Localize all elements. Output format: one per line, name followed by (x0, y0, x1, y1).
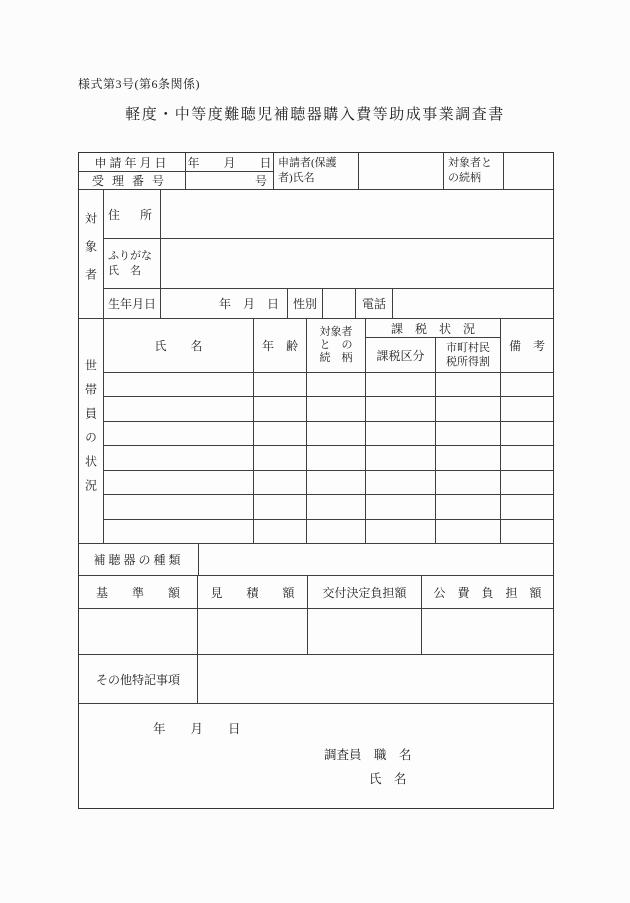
standard-amount-header: 基 準 額 (79, 576, 198, 608)
household-relation-cell (307, 471, 366, 494)
household-tax-division-cell (366, 471, 436, 494)
application-date-field: 年 月 日 (186, 153, 273, 172)
application-label-column (79, 153, 186, 189)
page-title: 軽度・中等度難聴児補聴器購入費等助成事業調査書 (125, 107, 505, 123)
subject-address-row (104, 190, 553, 239)
subject-furigana-label: ふりがな (108, 249, 152, 262)
other-notes-section (79, 655, 553, 704)
household-remarks-header: 備 考 (508, 339, 545, 353)
hearing-aid-type-field (199, 544, 553, 575)
household-municipal-tax-header-line1: 市町村民 (446, 342, 490, 354)
household-tax-division-header: 課税区分 (366, 338, 436, 372)
household-row (104, 471, 553, 495)
household-tax-division-cell (366, 446, 436, 469)
household-municipal-tax-cell (436, 495, 501, 518)
subject-name-field (161, 239, 553, 288)
form-number: 様式第3号(第6条関係) (78, 77, 200, 91)
public-expense-amount-header: 公 費 負 担 額 (433, 585, 542, 600)
subject-birth-label: 生年月日 (104, 289, 161, 318)
subject-address-label: 住 所 (104, 190, 161, 238)
subject-section-label-cell (79, 190, 104, 318)
household-header-row (104, 319, 553, 373)
signature-date: 年 月 日 (153, 722, 241, 736)
household-municipal-tax-cell (436, 373, 501, 396)
household-tax-header-group (366, 319, 501, 372)
household-age-cell (254, 397, 307, 420)
subject-phone-label: 電話 (356, 289, 393, 318)
household-age-header: 年 齢 (254, 319, 307, 372)
household-rows (104, 373, 553, 543)
household-municipal-tax-cell (436, 397, 501, 420)
subject-name-label (104, 239, 161, 288)
household-row (104, 397, 553, 421)
household-remarks-cell (501, 446, 553, 469)
household-municipal-tax-cell (436, 422, 501, 445)
applicant-relation-label-line1: 対象者と (448, 157, 492, 169)
household-municipal-tax-header-line2: 税所得割 (446, 356, 490, 368)
cost-header-row (79, 576, 553, 609)
household-age-cell (254, 446, 307, 469)
public-expense-amount-field (422, 609, 553, 654)
household-name-cell (104, 373, 254, 396)
household-remarks-cell (501, 422, 553, 445)
subject-birth-row (104, 289, 553, 318)
household-name-cell (104, 422, 254, 445)
other-notes-field (198, 655, 553, 703)
receipt-number-field: 号 (254, 174, 267, 188)
household-age-cell (254, 520, 307, 543)
subject-section (79, 190, 553, 319)
subject-birth-field: 年 月 日 (161, 289, 288, 318)
household-row (104, 373, 553, 397)
applicant-name-label-line1: 申請者(保護 (278, 157, 337, 169)
form-table (78, 152, 554, 809)
applicant-name-field (359, 153, 444, 189)
hearing-aid-type-label: 補聴器の種類 (79, 544, 199, 575)
household-name-header: 氏 名 (104, 319, 254, 372)
household-tax-division-cell (366, 397, 436, 420)
application-value-column (186, 153, 274, 189)
household-age-cell (254, 422, 307, 445)
applicant-name-label-line2: 者)氏名 (278, 172, 315, 184)
household-tax-subheaders (366, 338, 500, 372)
estimate-amount-field (198, 609, 308, 654)
household-tax-division-cell (366, 422, 436, 445)
household-relation-header-line2: と の (319, 339, 353, 351)
subject-section-label: 対象者 (83, 212, 98, 296)
household-relation-cell (307, 397, 366, 420)
applicant-name-label (274, 153, 359, 189)
household-name-cell (104, 471, 254, 494)
signature-section (79, 704, 553, 808)
household-tax-division-cell (366, 373, 436, 396)
household-name-cell (104, 446, 254, 469)
estimate-amount-header: 見 積 額 (198, 576, 308, 608)
applicant-relation-label (444, 153, 504, 189)
subject-sex-field (323, 289, 356, 318)
household-row (104, 446, 553, 470)
household-remarks-cell (501, 471, 553, 494)
applicant-relation-label-line2: の続柄 (448, 172, 481, 184)
application-section (79, 153, 553, 190)
applicant-relation-field (504, 153, 553, 189)
household-row (104, 495, 553, 519)
standard-amount-field (79, 609, 198, 654)
grant-decision-amount-field (308, 609, 422, 654)
application-date-label: 申請年月日 (79, 153, 185, 172)
household-municipal-tax-cell (436, 520, 501, 543)
household-relation-cell (307, 446, 366, 469)
household-remarks-cell (501, 495, 553, 518)
subject-sex-label: 性別 (288, 289, 323, 318)
investigator-name: 氏 名 (369, 772, 407, 786)
household-age-cell (254, 373, 307, 396)
household-tax-status-header: 課 税 状 況 (366, 319, 500, 338)
household-remarks-cell (501, 397, 553, 420)
subject-name-row (104, 239, 553, 289)
household-relation-cell (307, 373, 366, 396)
other-notes-label: その他特記事項 (79, 655, 198, 703)
household-age-cell (254, 495, 307, 518)
household-name-cell (104, 520, 254, 543)
hearing-aid-section (79, 544, 553, 576)
household-table (104, 319, 553, 543)
household-relation-cell (307, 495, 366, 518)
household-section-label: 世帯員の状況 (83, 359, 98, 503)
subject-phone-field (393, 289, 553, 318)
household-relation-header (307, 319, 366, 372)
household-tax-division-cell (366, 520, 436, 543)
grant-decision-amount-header: 交付決定負担額 (308, 576, 422, 608)
cost-value-row (79, 609, 553, 655)
household-row (104, 422, 553, 446)
household-name-cell (104, 397, 254, 420)
household-remarks-cell (501, 373, 553, 396)
receipt-number-label: 受理番号 (91, 174, 172, 188)
household-remarks-cell (501, 520, 553, 543)
household-municipal-tax-cell (436, 446, 501, 469)
subject-address-field (161, 190, 553, 238)
household-row (104, 520, 553, 543)
household-municipal-tax-cell (436, 471, 501, 494)
household-name-cell (104, 495, 254, 518)
household-relation-header-line3: 続 柄 (319, 352, 353, 364)
household-relation-cell (307, 422, 366, 445)
household-relation-cell (307, 520, 366, 543)
household-tax-division-cell (366, 495, 436, 518)
household-municipal-tax-header (436, 338, 500, 372)
household-age-cell (254, 471, 307, 494)
household-section (79, 319, 553, 544)
household-section-label-cell (79, 319, 104, 543)
subject-name-label-text: 氏 名 (108, 264, 141, 277)
investigator-title: 調査員 職 名 (324, 748, 412, 762)
subject-rows (104, 190, 553, 318)
household-relation-header-line1: 対象者 (319, 326, 353, 338)
